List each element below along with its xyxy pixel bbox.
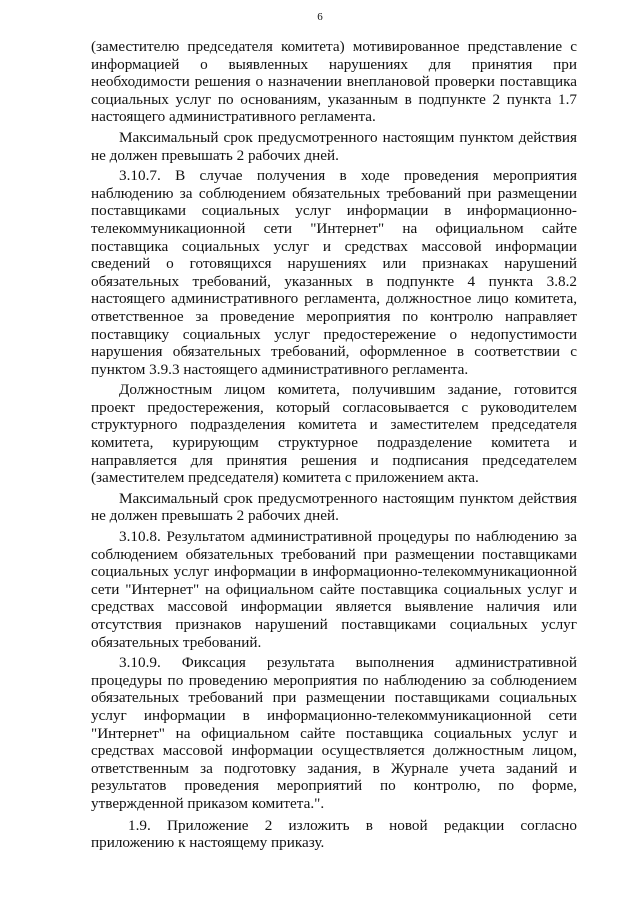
paragraph-warning-draft: Должностным лицом комитета, получившим задание, готовится проект предостережения, который согласовывается с руководителем структурного подразделения комитета и заместителем председателя комитета, курирующим структурное подразделение комитета и направляется для принятия решения и подписания председателем (заместителем председателя) комитета с приложением акта. [91,381,577,487]
paragraph-3-10-9: 3.10.9. Фиксация результата выполнения административной процедуры по проведению мероприятия по наблюдению за соблюдением обязательных требований при размещении поставщиками социальных услуг информации в информационно-телекоммуникационной сети "Интернет" на официальном сайте поставщика социальных услуг и средствах массовой информации осуществляется должностным лицом, ответственным за подготовку задания, в Журнале учета заданий и результатов проведения мероприятий по контролю, по форме, утвержденной приказом комитета.". [91,654,577,812]
paragraph-1-9: 1.9. Приложение 2 изложить в новой редакции согласно приложению к настоящему приказу. [91,816,577,852]
paragraph-max-term-2: Максимальный срок предусмотренного настоящим пунктом действия не должен превышать 2 рабочих дней. [91,489,577,525]
page-number: 6 [317,11,323,23]
paragraph-max-term-1: Максимальный срок предусмотренного настоящим пунктом действия не должен превышать 2 рабочих дней. [91,128,577,164]
document-body [91,38,577,855]
paragraph-continuation: (заместителю председателя комитета) мотивированное представление с информацией о выявленных нарушениях для принятия при необходимости решения о назначении внеплановой проверки поставщика социальных услуг по основаниям, указанным в подпункте 2 пункта 1.7 настоящего административного регламента. [91,38,577,126]
paragraph-3-10-8: 3.10.8. Результатом административной процедуры по наблюдению за соблюдением обязательных требований при размещении поставщиками социальных услуг информации в информационно-телекоммуникационной сети "Интернет" на официальном сайте поставщика социальных услуг и средствах массовой информации является выявление наличия или отсутствия признаков нарушений поставщиками социальных услуг обязательных требований. [91,528,577,651]
paragraph-3-10-7: 3.10.7. В случае получения в ходе проведения мероприятия наблюдению за соблюдением обязательных требований при размещении поставщиками социальных услуг информации в информационно-телекоммуникационной сети "Интернет" на официальном сайте поставщика социальных услуг и средствах массовой информации сведений о готовящихся нарушениях или признаках нарушений обязательных требований, указанных в подпункте 4 пункта 3.8.2 настоящего административного регламента, должностное лицо комитета, ответственное за проведение мероприятия по контролю направляет поставщику социальных услуг предостережение о недопустимости нарушения обязательных требований, оформленное в соответствии с пунктом 3.9.3 настоящего административного регламента. [91,167,577,378]
